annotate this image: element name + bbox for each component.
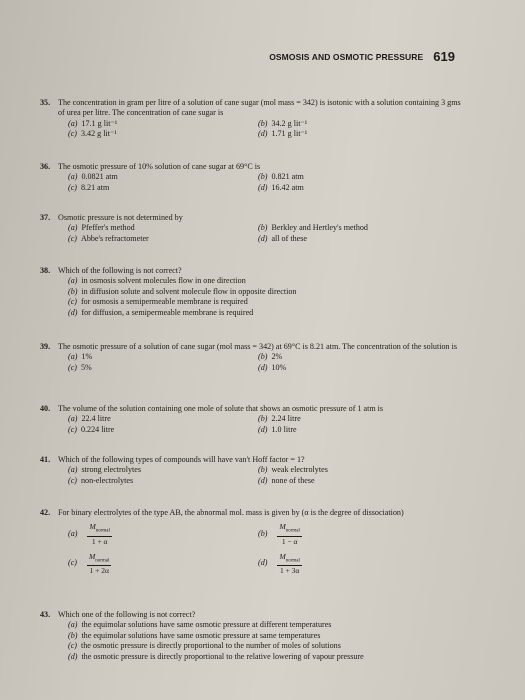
option-b: (b) 2%: [258, 352, 283, 362]
option-b: (b) $\frac{M_{normal}}{1 - \alpha}$: [258, 522, 300, 546]
page-header: [269, 49, 455, 64]
option-list: [58, 522, 465, 575]
question-number: 35.: [40, 98, 51, 107]
option-a: (a) in osmosis solvent molecules flow in one direction: [68, 276, 246, 286]
question-38: [40, 266, 465, 318]
option-list: [58, 119, 465, 140]
question-number: 42.: [40, 508, 51, 517]
chapter-title: OSMOSIS AND OSMOTIC PRESSURE: [269, 51, 424, 62]
option-a: (a) 17.1 g lit⁻¹: [68, 118, 118, 128]
option-c: (c) $\frac{M_{normal}}{1 + 2\alpha}$: [68, 551, 110, 576]
question-stem: Which one of the following is not correct?: [58, 610, 196, 619]
question-number: 40.: [40, 404, 51, 413]
question-stem: For binary electrolytes of the type AB, the abnormal mol. mass is given by (α is the degree of dissociation): [58, 508, 404, 517]
option-list: [58, 465, 465, 486]
option-list: [58, 223, 465, 244]
fraction: $\frac{M_{normal}}{1 - \alpha}$: [279, 522, 300, 546]
option-a: (a) Pfeffer's method: [68, 223, 135, 233]
question-stem: The concentration in gram per litre of a solution of cane sugar (mol mass = 342) is isotonic with a solution containing 3 gms of urea per litre. The concentration of cane sugar is: [58, 98, 461, 118]
question-stem: The osmotic pressure of 10% solution of cane sugar at 69°C is: [58, 162, 261, 171]
option-b: (b) weak electrolytes: [258, 465, 328, 475]
option-a: (a) 0.0821 atm: [68, 172, 118, 182]
option-b: (b) the equimolar solutions have same osmotic pressure at same temperatures: [68, 630, 321, 640]
fraction: $\frac{M_{normal}}{1 + 2\alpha}$: [88, 551, 110, 576]
option-a: (a) 22.4 litre: [68, 414, 111, 424]
option-d: (d) the osmotic pressure is directly proportional to the relative lowering of vapour pressure: [68, 651, 364, 661]
option-d: (d) for diffusion, a semipermeable membrane is required: [68, 307, 254, 317]
option-list: [58, 352, 465, 373]
question-stem: The volume of the solution containing one mole of solute that shows an osmotic pressure of 1 atm is: [58, 404, 384, 413]
option-c: (c) 5%: [68, 362, 92, 372]
question-39: [40, 342, 465, 373]
page-number: 619: [433, 49, 455, 64]
option-list: [58, 620, 465, 662]
option-a: (a) the equimolar solutions have same osmotic pressure at different temperatures: [68, 620, 332, 630]
option-b: (b) 2.24 litre: [258, 414, 301, 424]
option-d: (d) 10%: [258, 362, 287, 372]
question-37: [40, 213, 465, 244]
question-41: [40, 455, 465, 486]
option-c: (c) Abbe's refractometer: [68, 233, 149, 243]
option-d: (d) 1.71 g lit⁻¹: [258, 129, 308, 139]
option-d: (d) 16.42 atm: [258, 182, 304, 192]
option-list: [58, 276, 465, 318]
option-c: (c) for osmosis a semipermeable membrane is required: [68, 297, 248, 307]
option-b: (b) in diffusion solute and solvent molecule flow in opposite direction: [68, 286, 297, 296]
question-36: [40, 162, 465, 193]
option-list: [58, 414, 465, 435]
question-number: 38.: [40, 266, 51, 275]
question-number: 41.: [40, 455, 51, 464]
question-stem: Osmotic pressure is not determined by: [58, 213, 183, 222]
option-b: (b) 34.2 g lit⁻¹: [258, 118, 308, 128]
option-a: (a) $\frac{M_{normal}}{1 + \alpha}$: [68, 522, 110, 546]
option-d: (d) $\frac{M_{normal}}{1 + 3\alpha}$: [258, 551, 300, 576]
question-stem: The osmotic pressure of a solution of cane sugar (mol mass = 342) at 69°C is 8.21 atm. The concentration of the solution is: [58, 342, 457, 351]
option-c: (c) non-electrolytes: [68, 475, 134, 485]
question-number: 36.: [40, 162, 51, 171]
option-a: (a) 1%: [68, 352, 93, 362]
question-stem: Which of the following is not correct?: [58, 266, 182, 275]
option-b: (b) Berkley and Hertley's method: [258, 223, 368, 233]
option-a: (a) strong electrolytes: [68, 465, 141, 475]
option-b: (b) 0.821 atm: [258, 172, 304, 182]
question-number: 39.: [40, 342, 51, 351]
question-number: 43.: [40, 610, 51, 619]
question-40: [40, 404, 465, 435]
option-c: (c) the osmotic pressure is directly proportional to the number of moles of solutions: [68, 641, 341, 651]
question-35: [40, 98, 465, 140]
option-c: (c) 0.224 litre: [68, 424, 115, 434]
option-list: [58, 172, 465, 193]
question-number: 37.: [40, 213, 51, 222]
option-c: (c) 8.21 atm: [68, 182, 110, 192]
fraction: $\frac{M_{normal}}{1 + \alpha}$: [89, 522, 110, 546]
question-43: [40, 610, 465, 662]
option-c: (c) 3.42 g lit⁻¹: [68, 129, 117, 139]
option-d: (d) none of these: [258, 475, 315, 485]
fraction: $\frac{M_{normal}}{1 + 3\alpha}$: [279, 551, 300, 576]
option-d: (d) all of these: [258, 233, 307, 243]
option-d: (d) 1.0 litre: [258, 424, 297, 434]
question-stem: Which of the following types of compounds will have van't Hoff factor = 1?: [58, 455, 305, 464]
question-42: [40, 508, 465, 576]
